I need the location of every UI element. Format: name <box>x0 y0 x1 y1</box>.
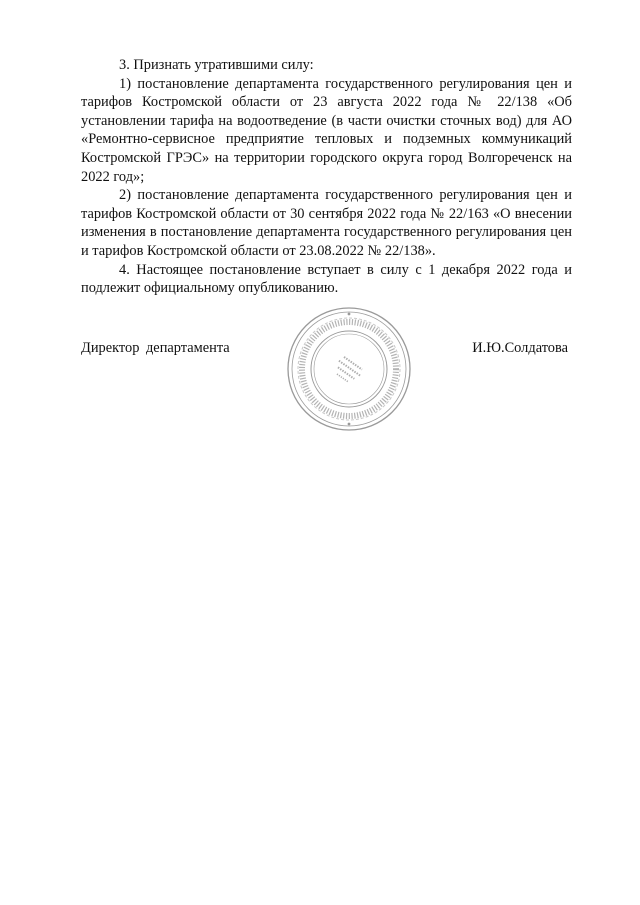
signer-name: И.Ю.Солдатова <box>472 340 568 356</box>
paragraph-item-4: 4. Настоящее постановление вступает в силу с 1 декабря 2022 года и подлежит официальному опубликованию. <box>81 261 572 297</box>
paragraph-subitem-2: 2) постановление департамента государственного регулирования цен и тарифов Костромской области от 30 сентября 2022 года № 22/163 «О внесении изменения в постановление департамента государственного регулирования цен и тарифов Костромской области от 23.08.2022 № 22/138». <box>81 187 572 259</box>
signature-block <box>81 296 572 446</box>
document-body <box>81 56 572 298</box>
signer-title: Директор департамента <box>81 340 230 356</box>
paragraph-subitem-1: 1) постановление департамента государственного регулирования цен и тарифов Костромской области от 23 августа 2022 года № 22/138 «Об установлении тарифа на водоотведение (в части очистки сточных вод) для АО «Ремонтно-сервисное предприятие тепловых и подземных коммуникаций Костромской ГРЭС» на территории городского округа город Волгореченск на 2022 год»; <box>81 75 572 185</box>
official-stamp-icon <box>284 304 414 434</box>
paragraph-item-3: 3. Признать утратившими силу: <box>119 57 314 73</box>
